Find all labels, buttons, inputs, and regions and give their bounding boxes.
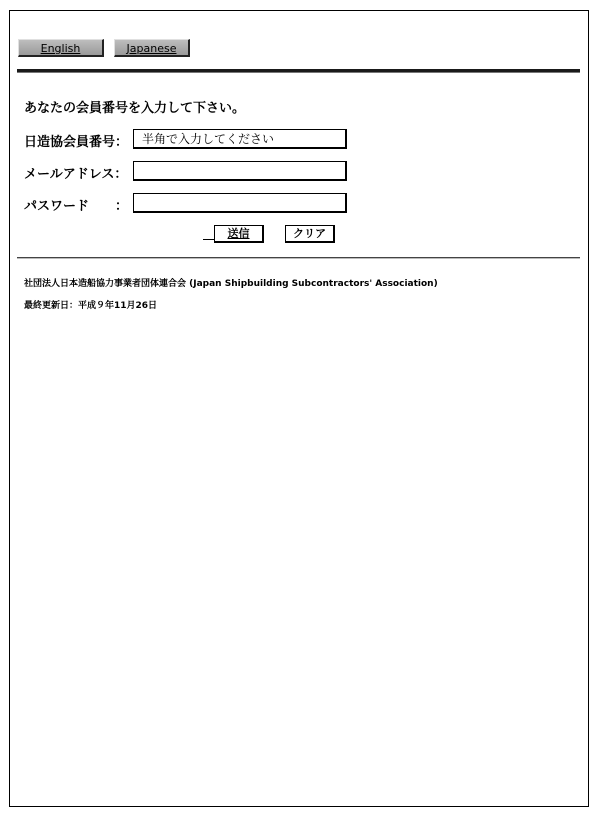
password-input[interactable] [133,193,347,213]
japanese-button[interactable] [114,39,190,57]
organization-name: 社団法人日本造船協力事業者団体連合会 (Japan Shipbuilding Subcontractors' Association) [24,279,438,289]
password-label-row [24,195,128,214]
header-divider [17,69,580,73]
japanese-button-label: Japanese [126,42,177,55]
email-input[interactable] [133,161,347,181]
english-button[interactable] [18,39,104,57]
password-colon: ： [115,199,129,214]
email-label: メールアドレス： [24,167,128,182]
last-updated-text: 最終更新日：平成９年11月26日 [24,301,158,311]
footer-divider [17,257,580,259]
clear-button[interactable] [285,225,335,243]
member-number-input[interactable] [133,129,347,149]
clear-button-label: クリア [293,227,326,240]
instruction-text: あなたの会員番号を入力して下さい。 [24,101,246,116]
english-button-label: English [40,42,81,55]
submit-button-label: 送信 [227,227,250,240]
member-number-label: 日造協会員番号： [24,135,129,150]
submit-button[interactable] [214,225,264,243]
password-label: パスワード [24,199,90,214]
